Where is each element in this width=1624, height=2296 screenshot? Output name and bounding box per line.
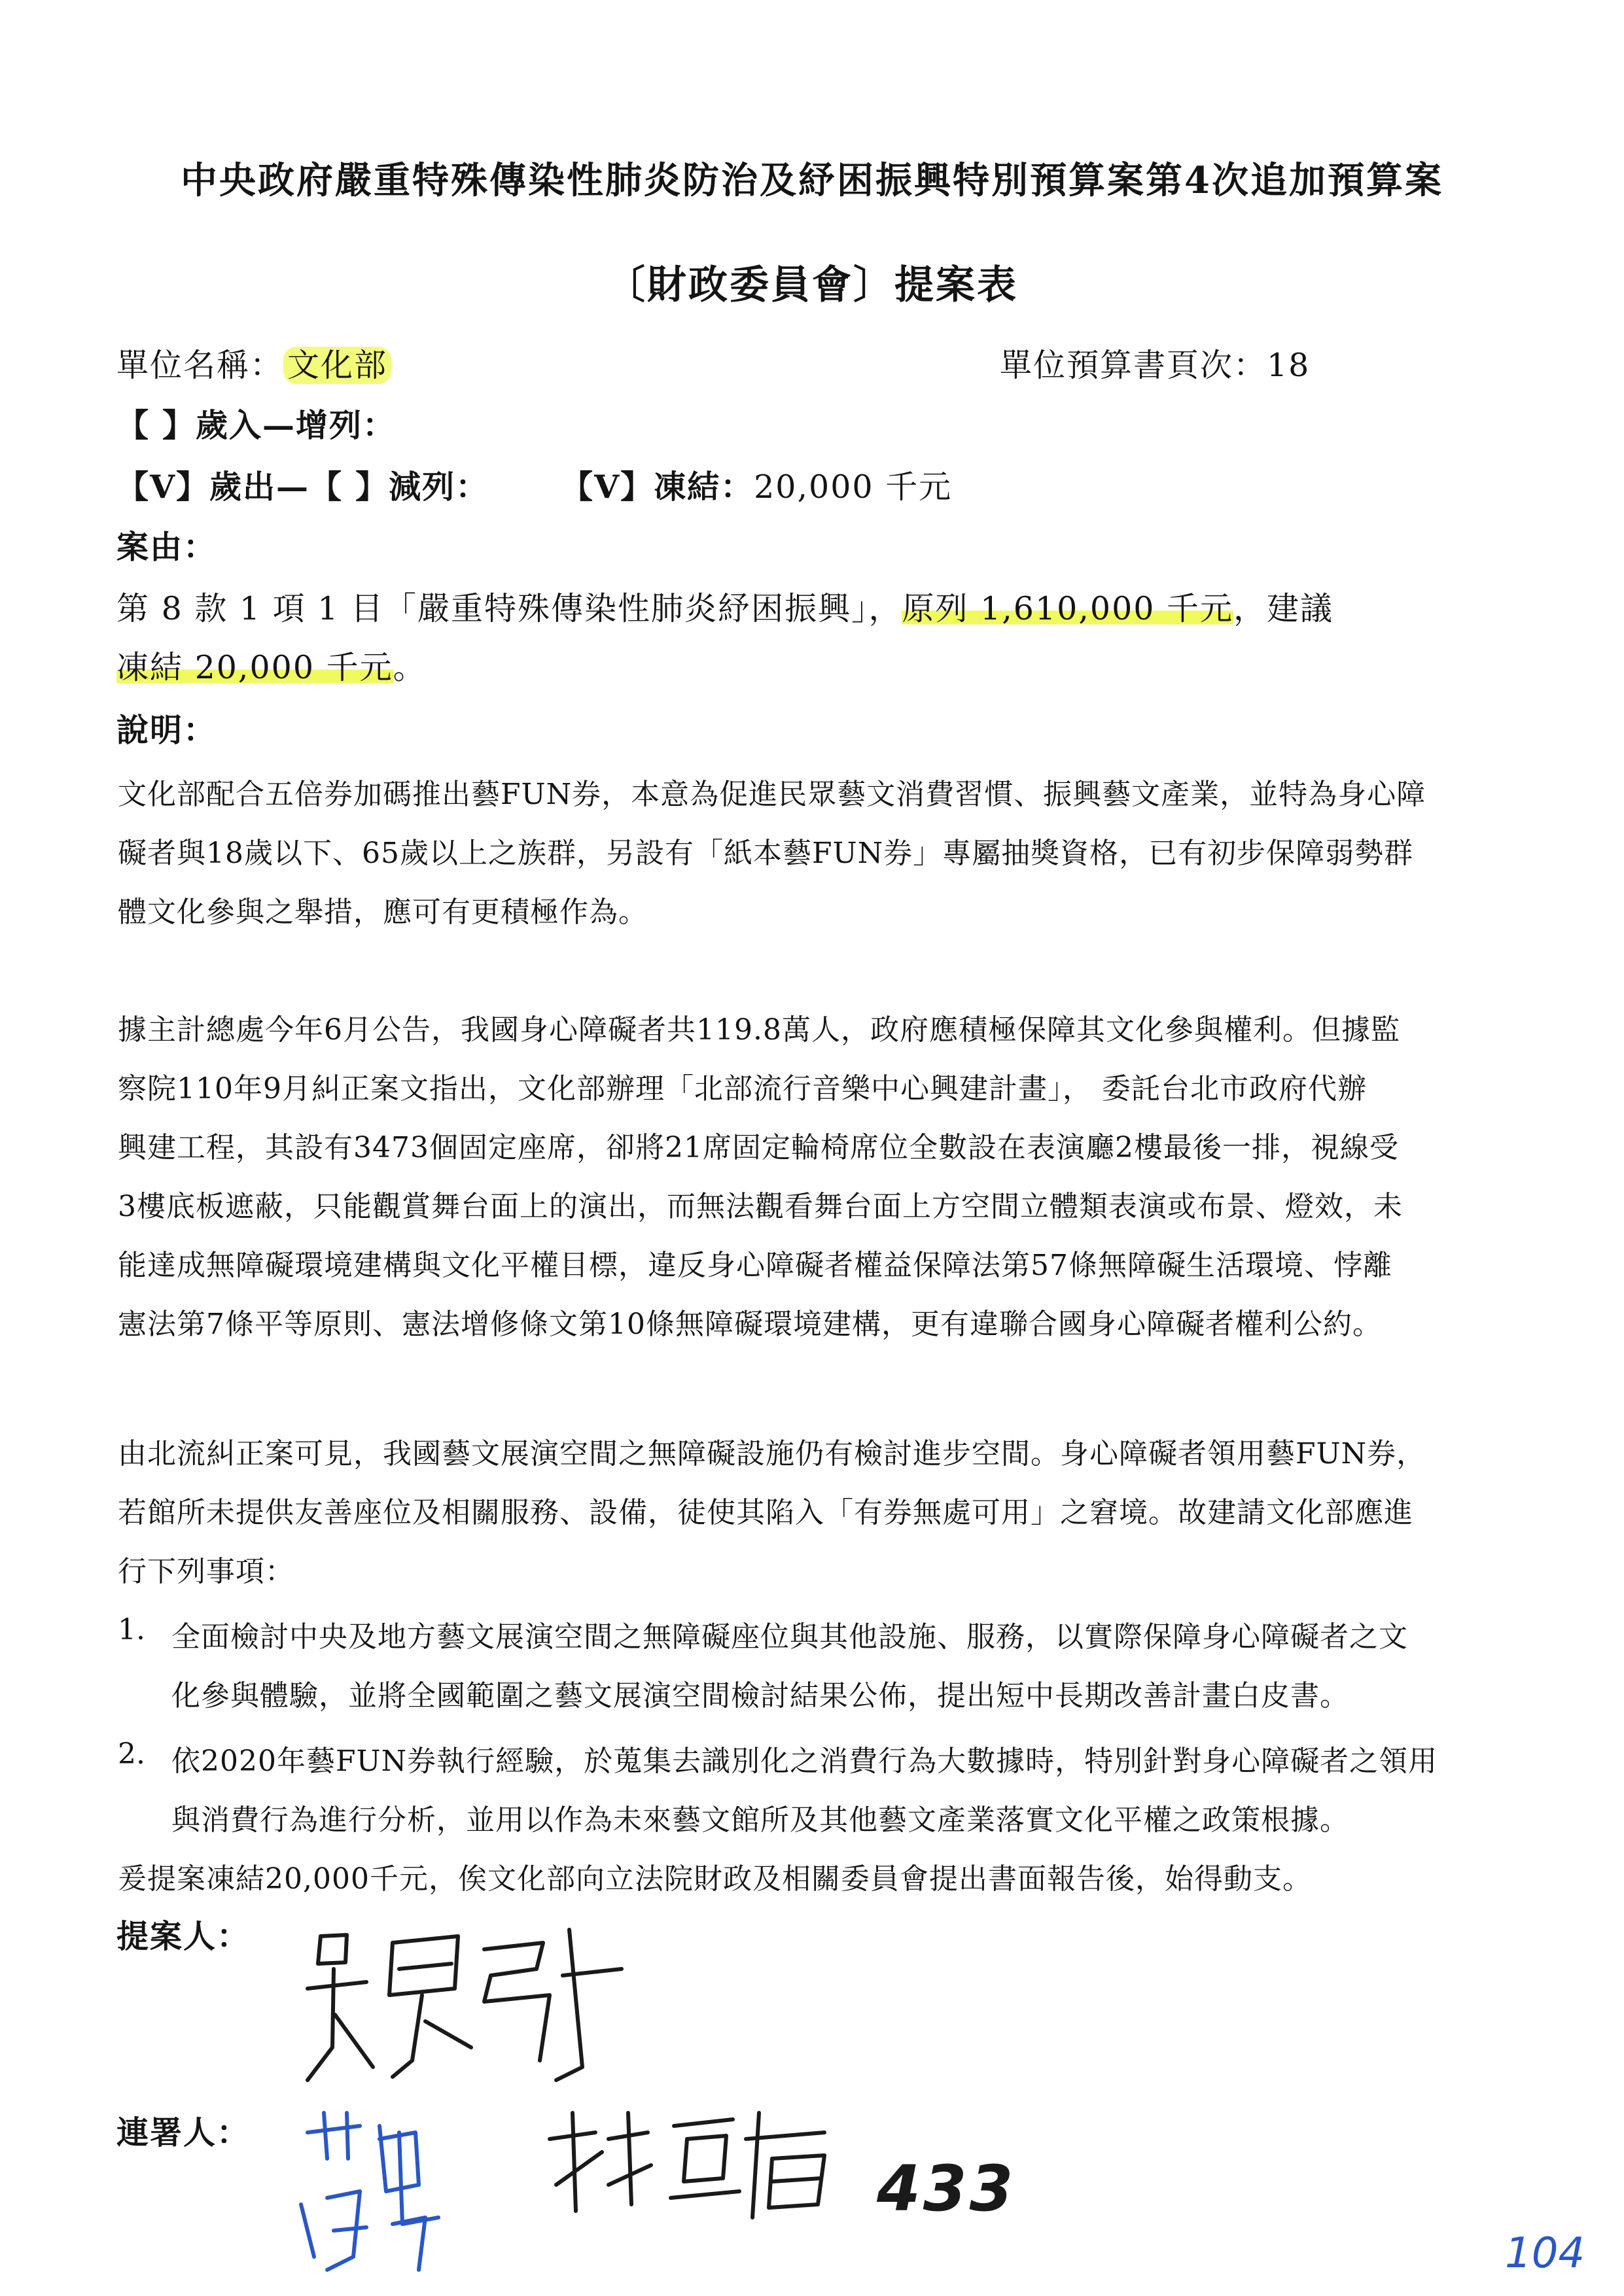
- para1-line: 礙者與18歲以下、65歲以上之族群，另設有「紙本藝FUN券」專屬抽獎資格，已有初步保障弱勢群: [118, 837, 1414, 870]
- freeze-label: 【V】凍結：: [561, 468, 754, 506]
- list-item: 依2020年藝FUN券執行經驗，於蒐集去識別化之消費行為大數據時，特別針對身心障礙者之領用: [171, 1745, 1438, 1778]
- list-number: 1.: [118, 1613, 145, 1646]
- handwritten-page-number: 104: [1505, 2229, 1585, 2278]
- para2-line: 憲法第7條平等原則、憲法增修條文第10條無障礙環境建構，更有違聯合國身心障礙者權利公約。: [118, 1308, 1382, 1341]
- para1-line: 體文化參與之舉措，應可有更積極作為。: [118, 896, 648, 929]
- cosigner-signature-blue: [288, 2106, 484, 2283]
- case-text-line2: [116, 642, 427, 688]
- document-title: 中央政府嚴重特殊傳染性肺炎防治及紓困振興特別預算案第4次追加預算案: [181, 159, 1443, 202]
- para2-line: 據主計總處今年6月公告，我國身心障礙者共119.8萬人，政府應積極保障其文化參與權利。但據監: [118, 1013, 1400, 1047]
- explanation-label: 說明：: [116, 711, 217, 749]
- para2-line: 能達成無障礙環境建構與文化平權目標，違反身心障礙者權益保障法第57條無障礙生活環境、悖離: [118, 1249, 1392, 1282]
- budget-page-ref: 單位預算書頁次：18: [1000, 347, 1311, 384]
- unit-row: [116, 340, 391, 386]
- para3-line: 由北流糾正案可見，我國藝文展演空間之無障礙設施仍有檢討進步空間。身心障礙者領用藝FUN券，: [118, 1437, 1426, 1470]
- para3-line: 若館所未提供友善座位及相關服務、設備，徒使其陷入「有券無處可用」之窘境。故建請文化部應進: [118, 1496, 1413, 1529]
- revenue-line: 【 】歲入—增列：: [116, 406, 397, 444]
- freeze-proposal: 凍結 20,000 千元: [116, 649, 393, 686]
- para2-line: 興建工程，其設有3473個固定座席，卻將21席固定輪椅席位全數設在表演廳2樓最後一排，視線受: [118, 1131, 1399, 1164]
- case-suggest: ，建議: [1233, 590, 1334, 627]
- expense-line: [116, 462, 952, 508]
- list-number: 2.: [118, 1737, 145, 1771]
- document-subtitle: 〔財政委員會〕提案表: [606, 262, 1018, 308]
- list-item-cont: 化參與體驗，並將全國範圍之藝文展演空間檢討結果公佈，提出短中長期改善計畫白皮書。: [171, 1679, 1349, 1713]
- proposer-signature: [294, 1917, 635, 2087]
- closing-statement: 爰提案凍結20,000千元，俟文化部向立法院財政及相關委員會提出書面報告後，始得動支。: [118, 1862, 1312, 1896]
- expense-label: 【V】歲出—【 】減列：: [116, 468, 489, 506]
- list-item: 全面檢討中央及地方藝文展演空間之無障礙座位與其他設施、服務，以實際保障身心障礙者之文: [171, 1620, 1408, 1654]
- para1-line: 文化部配合五倍券加碼推出藝FUN券，本意為促進民眾藝文消費習慣、振興藝文產業，並特為身心障: [118, 778, 1426, 811]
- para2-line: 察院110年9月糾正案文指出，文化部辦理「北部流行音樂中心興建計畫」， 委託台北市政府代辦: [118, 1072, 1367, 1105]
- freeze-amount: 20,000 千元: [754, 468, 953, 506]
- cosigner-label: 連署人：: [116, 2113, 251, 2151]
- list-item-cont: 與消費行為進行分析，並用以作為未來藝文館所及其他藝文產業落實文化平權之政策根據。: [171, 1803, 1349, 1837]
- para2-line: 3樓底板遮蔽，只能觀賞舞台面上的演出，而無法觀看舞台面上方空間立體類表演或布景、燈效，未: [118, 1190, 1403, 1223]
- handwritten-number: 433: [877, 2152, 1016, 2225]
- unit-label: 單位名稱：: [116, 347, 284, 384]
- proposer-label: 提案人：: [116, 1917, 251, 1955]
- original-amount: 原列 1,610,000 千元: [902, 590, 1234, 627]
- case-period: 。: [393, 649, 427, 686]
- para3-line: 行下列事項：: [118, 1555, 294, 1588]
- case-item: 第 8 款 1 項 1 目「嚴重特殊傳染性肺炎紓困振興」，: [116, 590, 902, 627]
- cosigner-signature-black: [537, 2100, 838, 2231]
- unit-name: 文化部: [283, 347, 391, 384]
- case-text-line1: [116, 583, 1333, 629]
- case-label: 案由：: [116, 528, 217, 566]
